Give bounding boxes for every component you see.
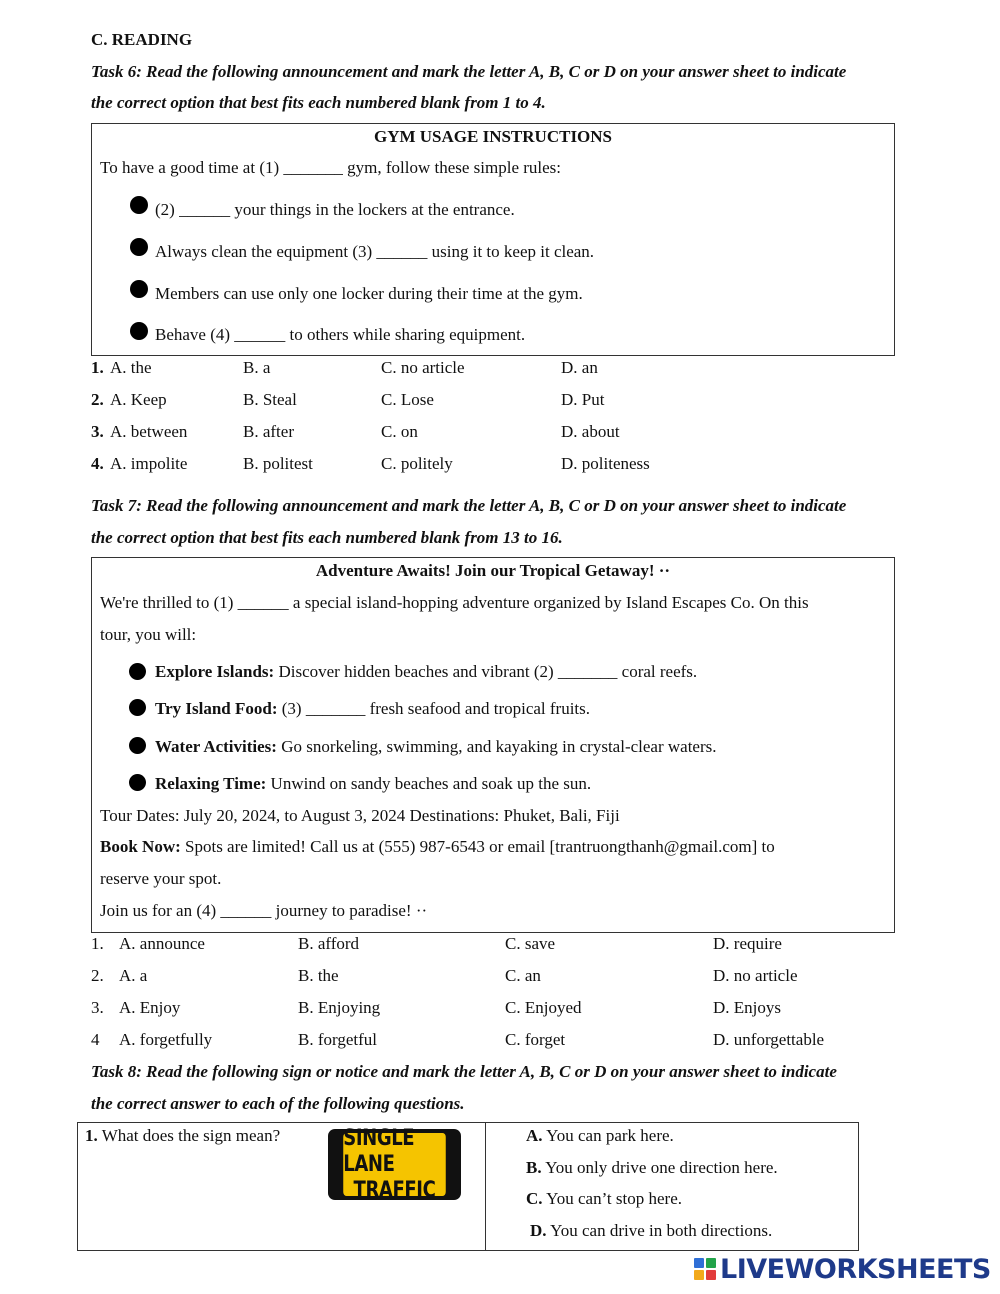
option-d[interactable]: D. Enjoys <box>713 998 781 1017</box>
bullet-text: Unwind on sandy beaches and soak up the sun. <box>266 774 592 793</box>
task7-instruction-line1: Task 7: Read the following announcement and mark the letter A, B, C or D on your answer sheet to indicate <box>91 496 847 515</box>
liveworksheets-logo <box>694 1254 991 1284</box>
option-a[interactable]: A. between <box>110 422 188 441</box>
option-c[interactable]: C. forget <box>505 1030 566 1049</box>
single-lane-traffic-sign <box>328 1125 461 1203</box>
adventure-intro-line2: tour, you will: <box>100 625 197 644</box>
task8-instruction-line1: Task 8: Read the following sign or notice and mark the letter A, B, C or D on your answer sheet to indicate <box>91 1062 837 1081</box>
adventure-box-title: Adventure Awaits! Join our Tropical Getaway! ·· <box>315 561 671 580</box>
question-number: 3. <box>91 998 104 1017</box>
logo-block <box>706 1270 716 1280</box>
gym-rule-4: Behave (4) ______ to others while sharing equipment. <box>155 325 526 344</box>
option-b[interactable]: B. a <box>243 358 271 377</box>
option-d[interactable]: D. politeness <box>561 454 650 473</box>
task6-instruction-line2: the correct option that best fits each numbered blank from 1 to 4. <box>91 93 546 112</box>
bullet-dot-icon <box>130 238 148 256</box>
task8-question <box>85 1126 280 1146</box>
question-number: 1. <box>85 1126 98 1145</box>
option-d[interactable]: D. an <box>561 358 598 377</box>
bullet-dot-icon <box>129 774 146 791</box>
bullet-dot-icon <box>130 196 148 214</box>
option-c[interactable]: C. Lose <box>381 390 434 409</box>
option-text: You can’t stop here. <box>542 1189 682 1208</box>
bullet-dot-icon <box>129 699 146 716</box>
question-number: 2. <box>91 390 104 409</box>
book-now-line2: reserve your spot. <box>100 869 222 888</box>
logo-block <box>694 1258 704 1268</box>
task8-option-b[interactable] <box>526 1158 778 1178</box>
option-d[interactable]: D. unforgettable <box>713 1030 825 1049</box>
option-text: You only drive one direction here. <box>541 1158 778 1177</box>
bullet-dot-icon <box>130 322 148 340</box>
option-b[interactable]: B. forgetful <box>298 1030 378 1049</box>
question-number: 1. <box>91 358 104 377</box>
option-letter: A. <box>526 1126 543 1145</box>
bullet-label: Try Island Food: <box>155 699 278 718</box>
question-number: 4 <box>91 1030 100 1049</box>
bullet-label: Water Activities: <box>155 737 277 756</box>
adventure-bullet-2 <box>155 699 590 719</box>
option-a[interactable]: A. Keep <box>110 390 167 409</box>
bullet-dot-icon <box>130 280 148 298</box>
task8-option-d[interactable] <box>530 1221 772 1241</box>
task6-instruction-line1: Task 6: Read the following announcement and mark the letter A, B, C or D on your answer sheet to indicate <box>91 62 847 81</box>
bullet-text: (3) _______ fresh seafood and tropical fruits. <box>277 699 591 718</box>
option-d[interactable]: D. about <box>561 422 620 441</box>
option-a[interactable]: A. a <box>119 966 148 985</box>
task8-option-c[interactable] <box>526 1189 682 1209</box>
option-b[interactable]: B. Steal <box>243 390 297 409</box>
option-a[interactable]: A. impolite <box>110 454 188 473</box>
table-divider <box>485 1123 486 1250</box>
adventure-bullet-1 <box>155 662 697 682</box>
logo-blocks-icon <box>694 1258 716 1280</box>
sign-line-2: TRAFFIC <box>353 1177 436 1203</box>
option-c[interactable]: C. no article <box>381 358 465 377</box>
option-a[interactable]: A. the <box>110 358 152 377</box>
gym-rule-1: (2) ______ your things in the lockers at the entrance. <box>155 200 515 219</box>
bullet-label: Explore Islands: <box>155 662 275 681</box>
task8-option-a[interactable] <box>526 1126 674 1146</box>
option-b[interactable]: B. the <box>298 966 339 985</box>
question-number: 4. <box>91 454 104 473</box>
option-c[interactable]: C. politely <box>381 454 453 473</box>
question-number: 2. <box>91 966 104 985</box>
option-a[interactable]: A. forgetfully <box>119 1030 213 1049</box>
gym-box-title: GYM USAGE INSTRUCTIONS <box>373 127 613 146</box>
task7-instruction-line2: the correct option that best fits each numbered blank from 13 to 16. <box>91 528 563 547</box>
gym-box-intro: To have a good time at (1) _______ gym, follow these simple rules: <box>100 158 562 177</box>
option-d[interactable]: D. Put <box>561 390 605 409</box>
option-c[interactable]: C. Enjoyed <box>505 998 582 1017</box>
option-c[interactable]: C. an <box>505 966 541 985</box>
question-number: 3. <box>91 422 104 441</box>
adventure-bullet-4 <box>155 774 591 794</box>
option-b[interactable]: B. Enjoying <box>298 998 381 1017</box>
option-letter: C. <box>526 1189 543 1208</box>
option-d[interactable]: D. require <box>713 934 782 953</box>
option-c[interactable]: C. save <box>505 934 556 953</box>
bullet-label: Relaxing Time: <box>155 774 267 793</box>
bullet-dot-icon <box>129 663 146 680</box>
question-number: 1. <box>91 934 104 953</box>
book-now-line <box>100 837 775 857</box>
option-letter: D. <box>530 1221 547 1240</box>
sign-face <box>343 1125 446 1203</box>
adventure-bullet-3 <box>155 737 717 757</box>
gym-rule-2: Always clean the equipment (3) ______ using it to keep it clean. <box>155 242 595 261</box>
sign-line-1: SINGLE LANE <box>343 1125 415 1177</box>
option-c[interactable]: C. on <box>381 422 418 441</box>
book-now-label: Book Now: <box>100 837 181 856</box>
bullet-text: Go snorkeling, swimming, and kayaking in crystal-clear waters. <box>276 737 717 756</box>
option-a[interactable]: A. Enjoy <box>119 998 181 1017</box>
task8-instruction-line2: the correct answer to each of the following questions. <box>91 1094 465 1113</box>
gym-instructions-box <box>91 123 895 356</box>
option-text: You can drive in both directions. <box>546 1221 773 1240</box>
book-now-text: Spots are limited! Call us at (555) 987-6543 or email [trantruongthanh@gmail.com] to <box>180 837 775 856</box>
section-title: C. READING <box>91 30 193 49</box>
adventure-announcement-box <box>91 557 895 933</box>
gym-rule-3: Members can use only one locker during their time at the gym. <box>155 284 583 303</box>
option-b[interactable]: B. afford <box>298 934 360 953</box>
option-text: You can park here. <box>542 1126 674 1145</box>
bullet-text: Discover hidden beaches and vibrant (2) _______ coral reefs. <box>274 662 698 681</box>
option-b[interactable]: B. politest <box>243 454 313 473</box>
tour-dates-line: Tour Dates: July 20, 2024, to August 3, 2024 Destinations: Phuket, Bali, Fiji <box>100 806 620 825</box>
question-text: What does the sign mean? <box>97 1126 281 1145</box>
option-d[interactable]: D. no article <box>713 966 798 985</box>
logo-text: LIVEWORKSHEETS <box>720 1253 991 1285</box>
option-letter: B. <box>526 1158 542 1177</box>
option-a[interactable]: A. announce <box>119 934 205 953</box>
bullet-dot-icon <box>129 737 146 754</box>
logo-block <box>706 1258 716 1268</box>
logo-block <box>694 1270 704 1280</box>
adventure-closing: Join us for an (4) ______ journey to paradise! ·· <box>100 901 428 920</box>
option-b[interactable]: B. after <box>243 422 294 441</box>
adventure-intro-line1: We're thrilled to (1) ______ a special island-hopping adventure organized by Island Escapes Co. On this <box>100 593 809 612</box>
